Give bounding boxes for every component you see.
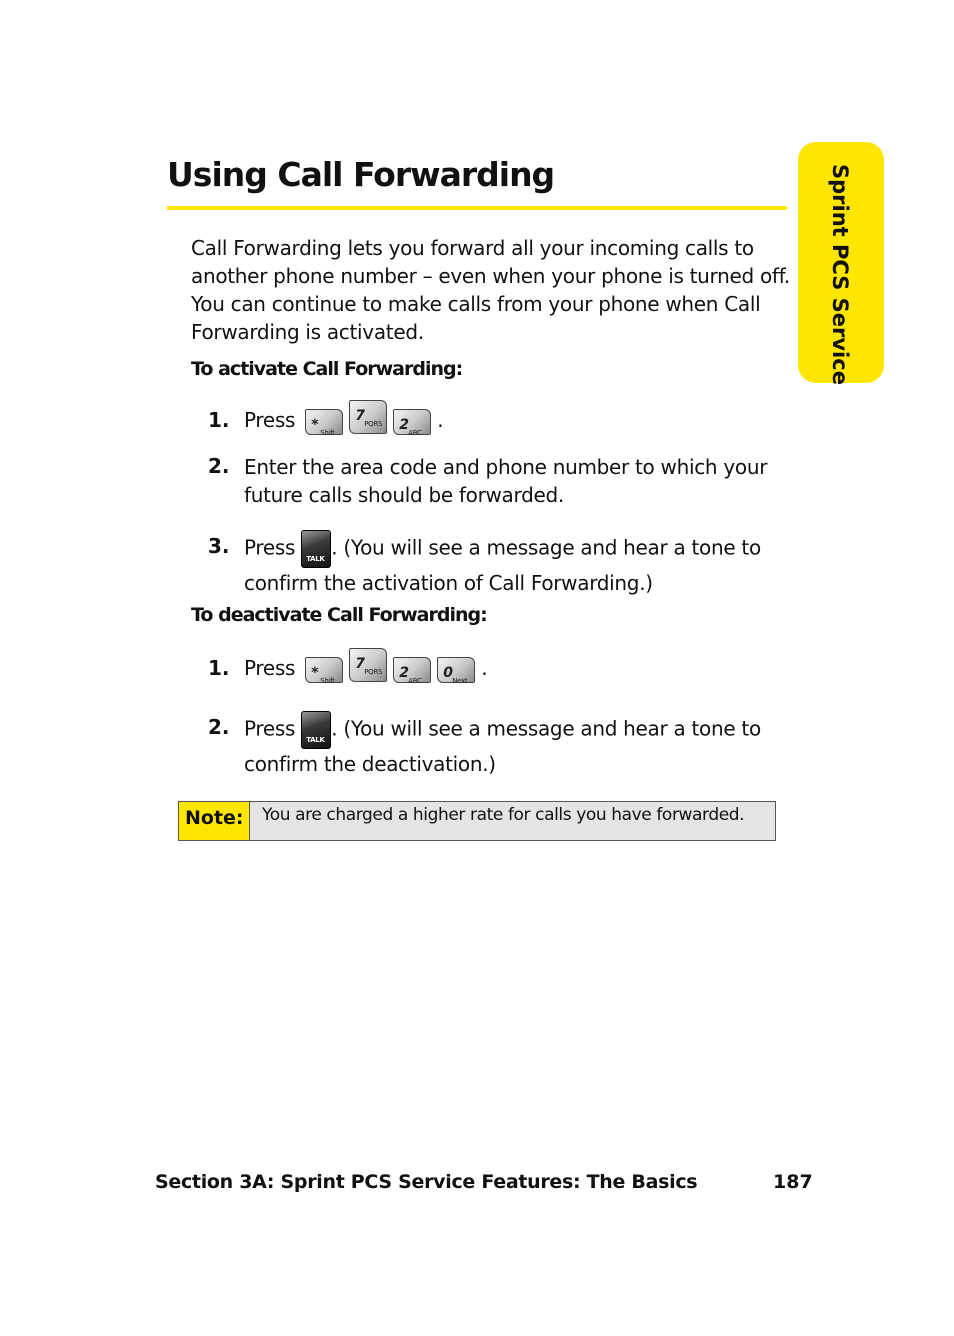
deactivate-step-1 [244, 654, 784, 683]
activate-step-3-number: 3. [208, 534, 230, 558]
page-title: Using Call Forwarding [167, 155, 555, 194]
deactivate-heading: To deactivate Call Forwarding: [191, 604, 487, 626]
activate-step-1 [244, 406, 784, 435]
two-key-icon: 2 ABC [393, 657, 431, 683]
title-underline [167, 206, 787, 210]
key-sequence [305, 654, 481, 683]
activate-step-3 [244, 530, 784, 599]
activate-step-1-number: 1. [208, 408, 230, 432]
activate-heading: To activate Call Forwarding: [191, 358, 463, 380]
step-text-before: Press [244, 408, 296, 432]
deactivate-step-2-number: 2. [208, 715, 230, 739]
step-text-before: Press [244, 716, 296, 741]
step-text-after: . (You will see a message and hear a tone to confirm the activation of Call Forwarding.) [244, 535, 761, 595]
zero-key-icon: 0 Next [437, 657, 475, 683]
key-sequence [305, 406, 437, 435]
step-text-before: Press [244, 656, 296, 680]
footer-page-number: 187 [773, 1171, 813, 1193]
star-key-icon: * Shift [305, 657, 343, 683]
talk-key-icon: TALK [301, 530, 331, 568]
note-box [178, 801, 776, 841]
star-key-icon: * Shift [305, 409, 343, 435]
side-tab-label: Sprint PCS Service [828, 164, 852, 385]
two-key-icon: 2 ABC [393, 409, 431, 435]
talk-key-icon: TALK [301, 711, 331, 749]
note-label: Note: [179, 802, 250, 840]
step-text-after: . [481, 656, 488, 680]
intro-paragraph: Call Forwarding lets you forward all your incoming calls to another phone number – even when your phone is turned off. You can continue to make calls from your phone when Call Forwarding is activated. [191, 236, 790, 344]
step-text-after: . [437, 408, 444, 432]
step-text-after: . (You will see a message and hear a tone to confirm the deactivation.) [244, 716, 761, 776]
note-text: You are charged a higher rate for calls you have forwarded. [262, 805, 745, 825]
deactivate-step-1-number: 1. [208, 656, 230, 680]
activate-step-2-number: 2. [208, 454, 230, 478]
activate-step-2: Enter the area code and phone number to which your future calls should be forwarded. [244, 455, 768, 507]
deactivate-step-2 [244, 711, 784, 780]
step-text-before: Press [244, 535, 296, 560]
seven-key-icon: 7 PQRS [349, 648, 387, 682]
seven-key-icon: 7 PQRS [349, 400, 387, 434]
section-side-tab [798, 142, 884, 383]
footer-section-title: Section 3A: Sprint PCS Service Features: The Basics [155, 1171, 698, 1193]
